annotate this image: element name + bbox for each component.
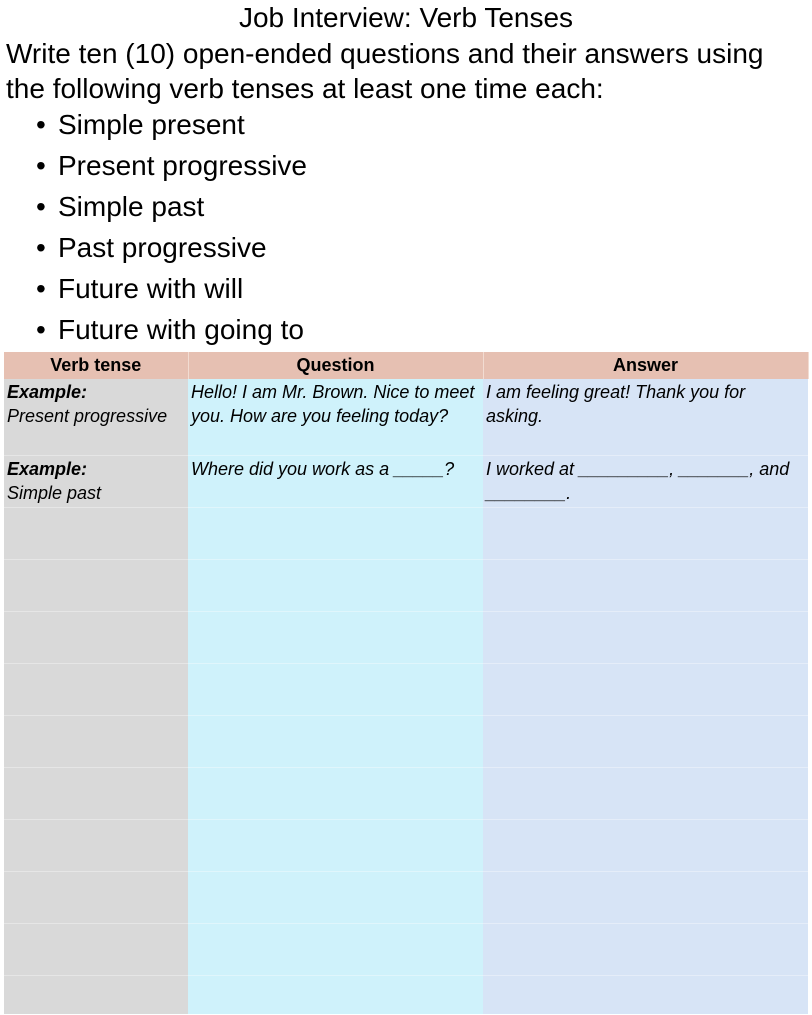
question-cell[interactable] <box>188 975 483 1014</box>
verb-tense-cell[interactable] <box>4 455 188 507</box>
verb-tense-cell[interactable] <box>4 767 188 819</box>
answer-cell[interactable] <box>483 819 808 871</box>
verb-tense-cell[interactable] <box>4 507 188 559</box>
table-row <box>4 663 808 715</box>
header-verb-tense: Verb tense <box>4 352 188 379</box>
question-cell[interactable]: Where did you work as a _____? <box>188 455 483 507</box>
question-cell[interactable] <box>188 819 483 871</box>
verb-tense-cell[interactable] <box>4 923 188 975</box>
verb-tense-cell[interactable] <box>4 379 188 455</box>
verb-tense-cell[interactable] <box>4 975 188 1014</box>
question-cell[interactable] <box>188 767 483 819</box>
answer-cell[interactable] <box>483 975 808 1014</box>
verb-tense-cell[interactable] <box>4 559 188 611</box>
answer-cell[interactable] <box>483 715 808 767</box>
question-cell[interactable] <box>188 923 483 975</box>
instructions-text: Write ten (10) open-ended questions and their answers using the following verb tenses at least one time each: <box>6 38 764 104</box>
table-row <box>4 559 808 611</box>
page-title: Job Interview: Verb Tenses <box>238 2 574 33</box>
verb-tense-list <box>36 106 307 352</box>
verb-tense-text: Present progressive <box>7 406 168 426</box>
table-body <box>4 379 808 1014</box>
answer-cell[interactable] <box>483 923 808 975</box>
question-cell[interactable] <box>188 611 483 663</box>
answer-cell[interactable]: I am feeling great! Thank you for asking. <box>483 379 808 455</box>
example-label: Example: <box>7 382 88 402</box>
question-cell[interactable] <box>188 871 483 923</box>
table-row <box>4 715 808 767</box>
list-item: • Simple present <box>36 106 307 147</box>
table-row <box>4 455 808 507</box>
table-row <box>4 767 808 819</box>
answer-cell[interactable]: I worked at _________, _______, and ________. <box>483 455 808 507</box>
list-item: • Future with will <box>36 270 307 311</box>
question-cell[interactable] <box>188 663 483 715</box>
answer-cell[interactable] <box>483 663 808 715</box>
answer-cell[interactable] <box>483 611 808 663</box>
header-question: Question <box>188 352 483 379</box>
verb-tense-cell[interactable] <box>4 611 188 663</box>
verb-tense-text: Simple past <box>7 482 102 503</box>
question-cell[interactable] <box>188 559 483 611</box>
verb-tense-cell[interactable] <box>4 871 188 923</box>
table-row <box>4 379 808 455</box>
verb-tense-cell[interactable] <box>4 663 188 715</box>
header-answer: Answer <box>483 352 808 379</box>
table-row <box>4 923 808 975</box>
table-header-row <box>4 352 808 379</box>
verb-tense-cell[interactable] <box>4 819 188 871</box>
question-cell[interactable] <box>188 715 483 767</box>
list-item: • Future with going to <box>36 311 307 352</box>
table-row <box>4 507 808 559</box>
table-row <box>4 611 808 663</box>
list-item: • Present progressive <box>36 147 307 188</box>
table-row <box>4 975 808 1014</box>
verb-tense-table <box>4 352 809 1015</box>
question-cell[interactable]: Hello! I am Mr. Brown. Nice to meet you. How are you feeling today? <box>188 379 483 455</box>
list-item: • Simple past <box>36 188 307 229</box>
example-label: Example: <box>7 458 88 479</box>
answer-cell[interactable] <box>483 767 808 819</box>
list-item: • Past progressive <box>36 229 307 270</box>
answer-cell[interactable] <box>483 507 808 559</box>
verb-tense-cell[interactable] <box>4 715 188 767</box>
question-cell[interactable] <box>188 507 483 559</box>
table-row <box>4 819 808 871</box>
answer-cell[interactable] <box>483 559 808 611</box>
table-row <box>4 871 808 923</box>
answer-cell[interactable] <box>483 871 808 923</box>
